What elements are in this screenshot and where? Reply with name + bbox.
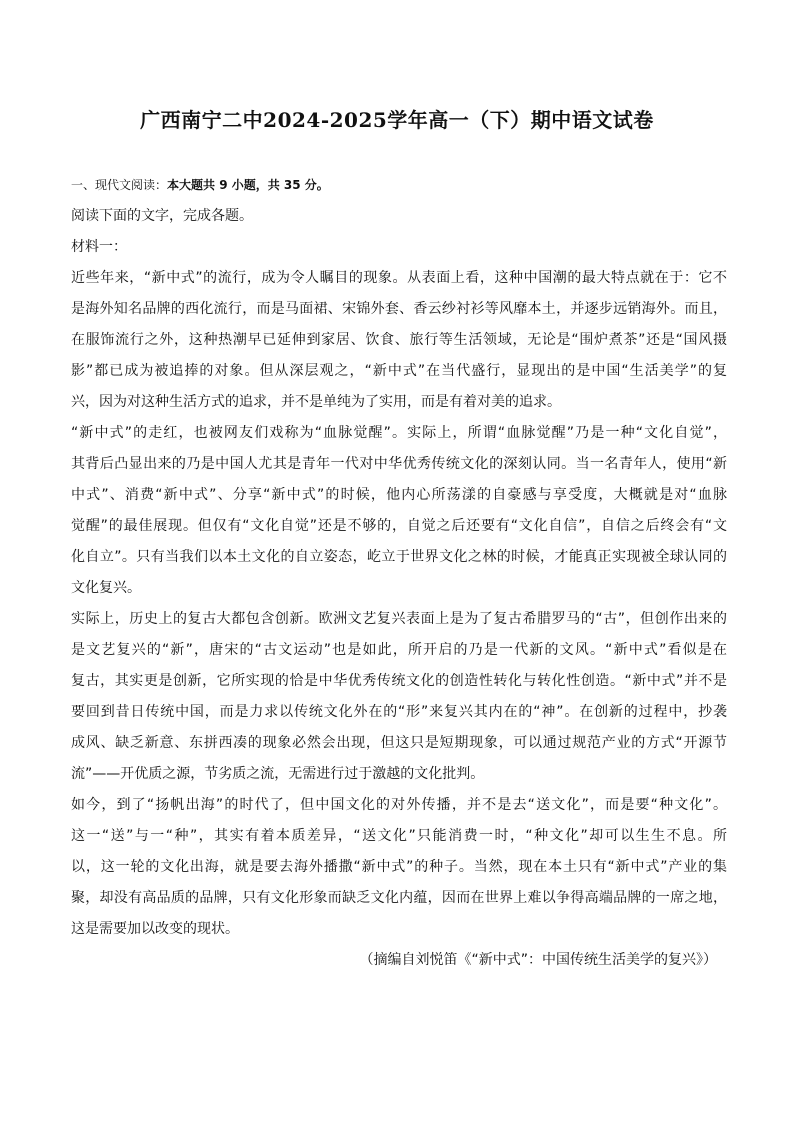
text-line: 聚，却没有高品质的品牌，只有文化形象而缺乏文化内蕴，因而在世界上难以争得高端品牌的一席之地，	[71, 890, 727, 906]
section-prefix: 一、现代文阅读：	[71, 178, 168, 192]
text-line: 觉醒”的最佳展现。但仅有“文化自觉”还是不够的，自觉之后还要有“文化自信”，自信之后终会有“文	[71, 518, 727, 534]
text-line: 以，这一轮的文化出海，就是要去海外播撒“新中式”的种子。当然，现在本土只有“新中式”产业的集	[71, 859, 727, 875]
text-line: 如今，到了“扬帆出海”的时代了，但中国文化的对外传播，并不是去“送文化”，而是要“种文化”。	[71, 797, 727, 813]
text-line: 是文艺复兴的“新”，唐宋的“古文运动”也是如此，所开启的乃是一代新的文风。“新中式”看似是在	[71, 642, 727, 658]
text-line: 中式”、消费“新中式”、分享“新中式”的时候，他内心所荡漾的自豪感与享受度，大概就是对“血脉	[71, 487, 727, 503]
source-citation: （摘编自刘悦笛《“新中式”：中国传统生活美学的复兴》）	[359, 952, 717, 968]
text-line: 在服饰流行之外，这种热潮早已延伸到家居、饮食、旅行等生活领域，无论是“围炉煮茶”还是“国风摄	[71, 332, 727, 348]
section-heading	[71, 172, 727, 198]
instruction-text: 阅读下面的文字，完成各题。	[71, 208, 253, 224]
text-line: 要回到昔日传统中国，而是力求以传统文化外在的“形”来复兴其内在的“神”。在创新的过程中，抄袭	[71, 704, 727, 720]
text-line: 复古，其实更是创新，它所实现的恰是中华优秀传统文化的创造性转化与转化性创造。“新中式”并不是	[71, 673, 727, 689]
text-line: 是海外知名品牌的西化流行，而是马面裙、宋锦外套、香云纱衬衫等风靡本土，并逐步远销海外。而且，	[71, 301, 727, 317]
text-line: 兴，因为对这种生活方式的追求，并不是单纯为了实用，而是有着对美的追求。	[71, 394, 561, 410]
text-line: “新中式”的走红，也被网友们戏称为“血脉觉醒”。实际上，所谓“血脉觉醒”乃是一种“文化自觉”，	[71, 425, 727, 441]
text-line: 影”都已成为被追捧的对象。但从深层观之，“新中式”在当代盛行，显现出的是中国“生活美学”的复	[71, 363, 727, 379]
text-line: 文化复兴。	[71, 580, 141, 596]
text-line: 其背后凸显出来的乃是中国人尤其是青年一代对中华优秀传统文化的深刻认同。当一名青年人，使用“新	[71, 456, 727, 472]
section-detail: 本大题共 9 小题，共 35 分。	[167, 178, 329, 192]
paragraph-2	[71, 418, 727, 604]
text-line: 成风、缺乏新意、东拼西凑的现象必然会出现，但这只是短期现象，可以通过规范产业的方式“开源节	[71, 735, 727, 751]
text-line: 实际上，历史上的复古大都包含创新。欧洲文艺复兴表面上是为了复古希腊罗马的“古”，但创作出来的	[71, 611, 727, 627]
paragraph-3	[71, 604, 727, 790]
text-line: 流”——开优质之源，节劣质之流，无需进行过于激越的文化批判。	[71, 766, 485, 782]
text-line: 化自立”。只有当我们以本土文化的自立姿态，屹立于世界文化之林的时候，才能真正实现被全球认同的	[71, 549, 727, 565]
text-line: 近些年来，“新中式”的流行，成为令人瞩目的现象。从表面上看，这种中国潮的最大特点就在于：它不	[71, 270, 727, 286]
paragraph-1	[71, 263, 727, 418]
text-line: 这是需要加以改变的现状。	[71, 921, 239, 937]
document-body	[71, 172, 727, 976]
page-title: 广西南宁二中2024-2025学年高一（下）期中语文试卷	[140, 108, 654, 132]
paragraph-4	[71, 790, 727, 945]
material-label: 材料一：	[71, 239, 127, 255]
text-line: 这一“送”与一“种”，其实有着本质差异，“送文化”只能消费一时，“种文化”却可以生生不息。所	[71, 828, 727, 844]
